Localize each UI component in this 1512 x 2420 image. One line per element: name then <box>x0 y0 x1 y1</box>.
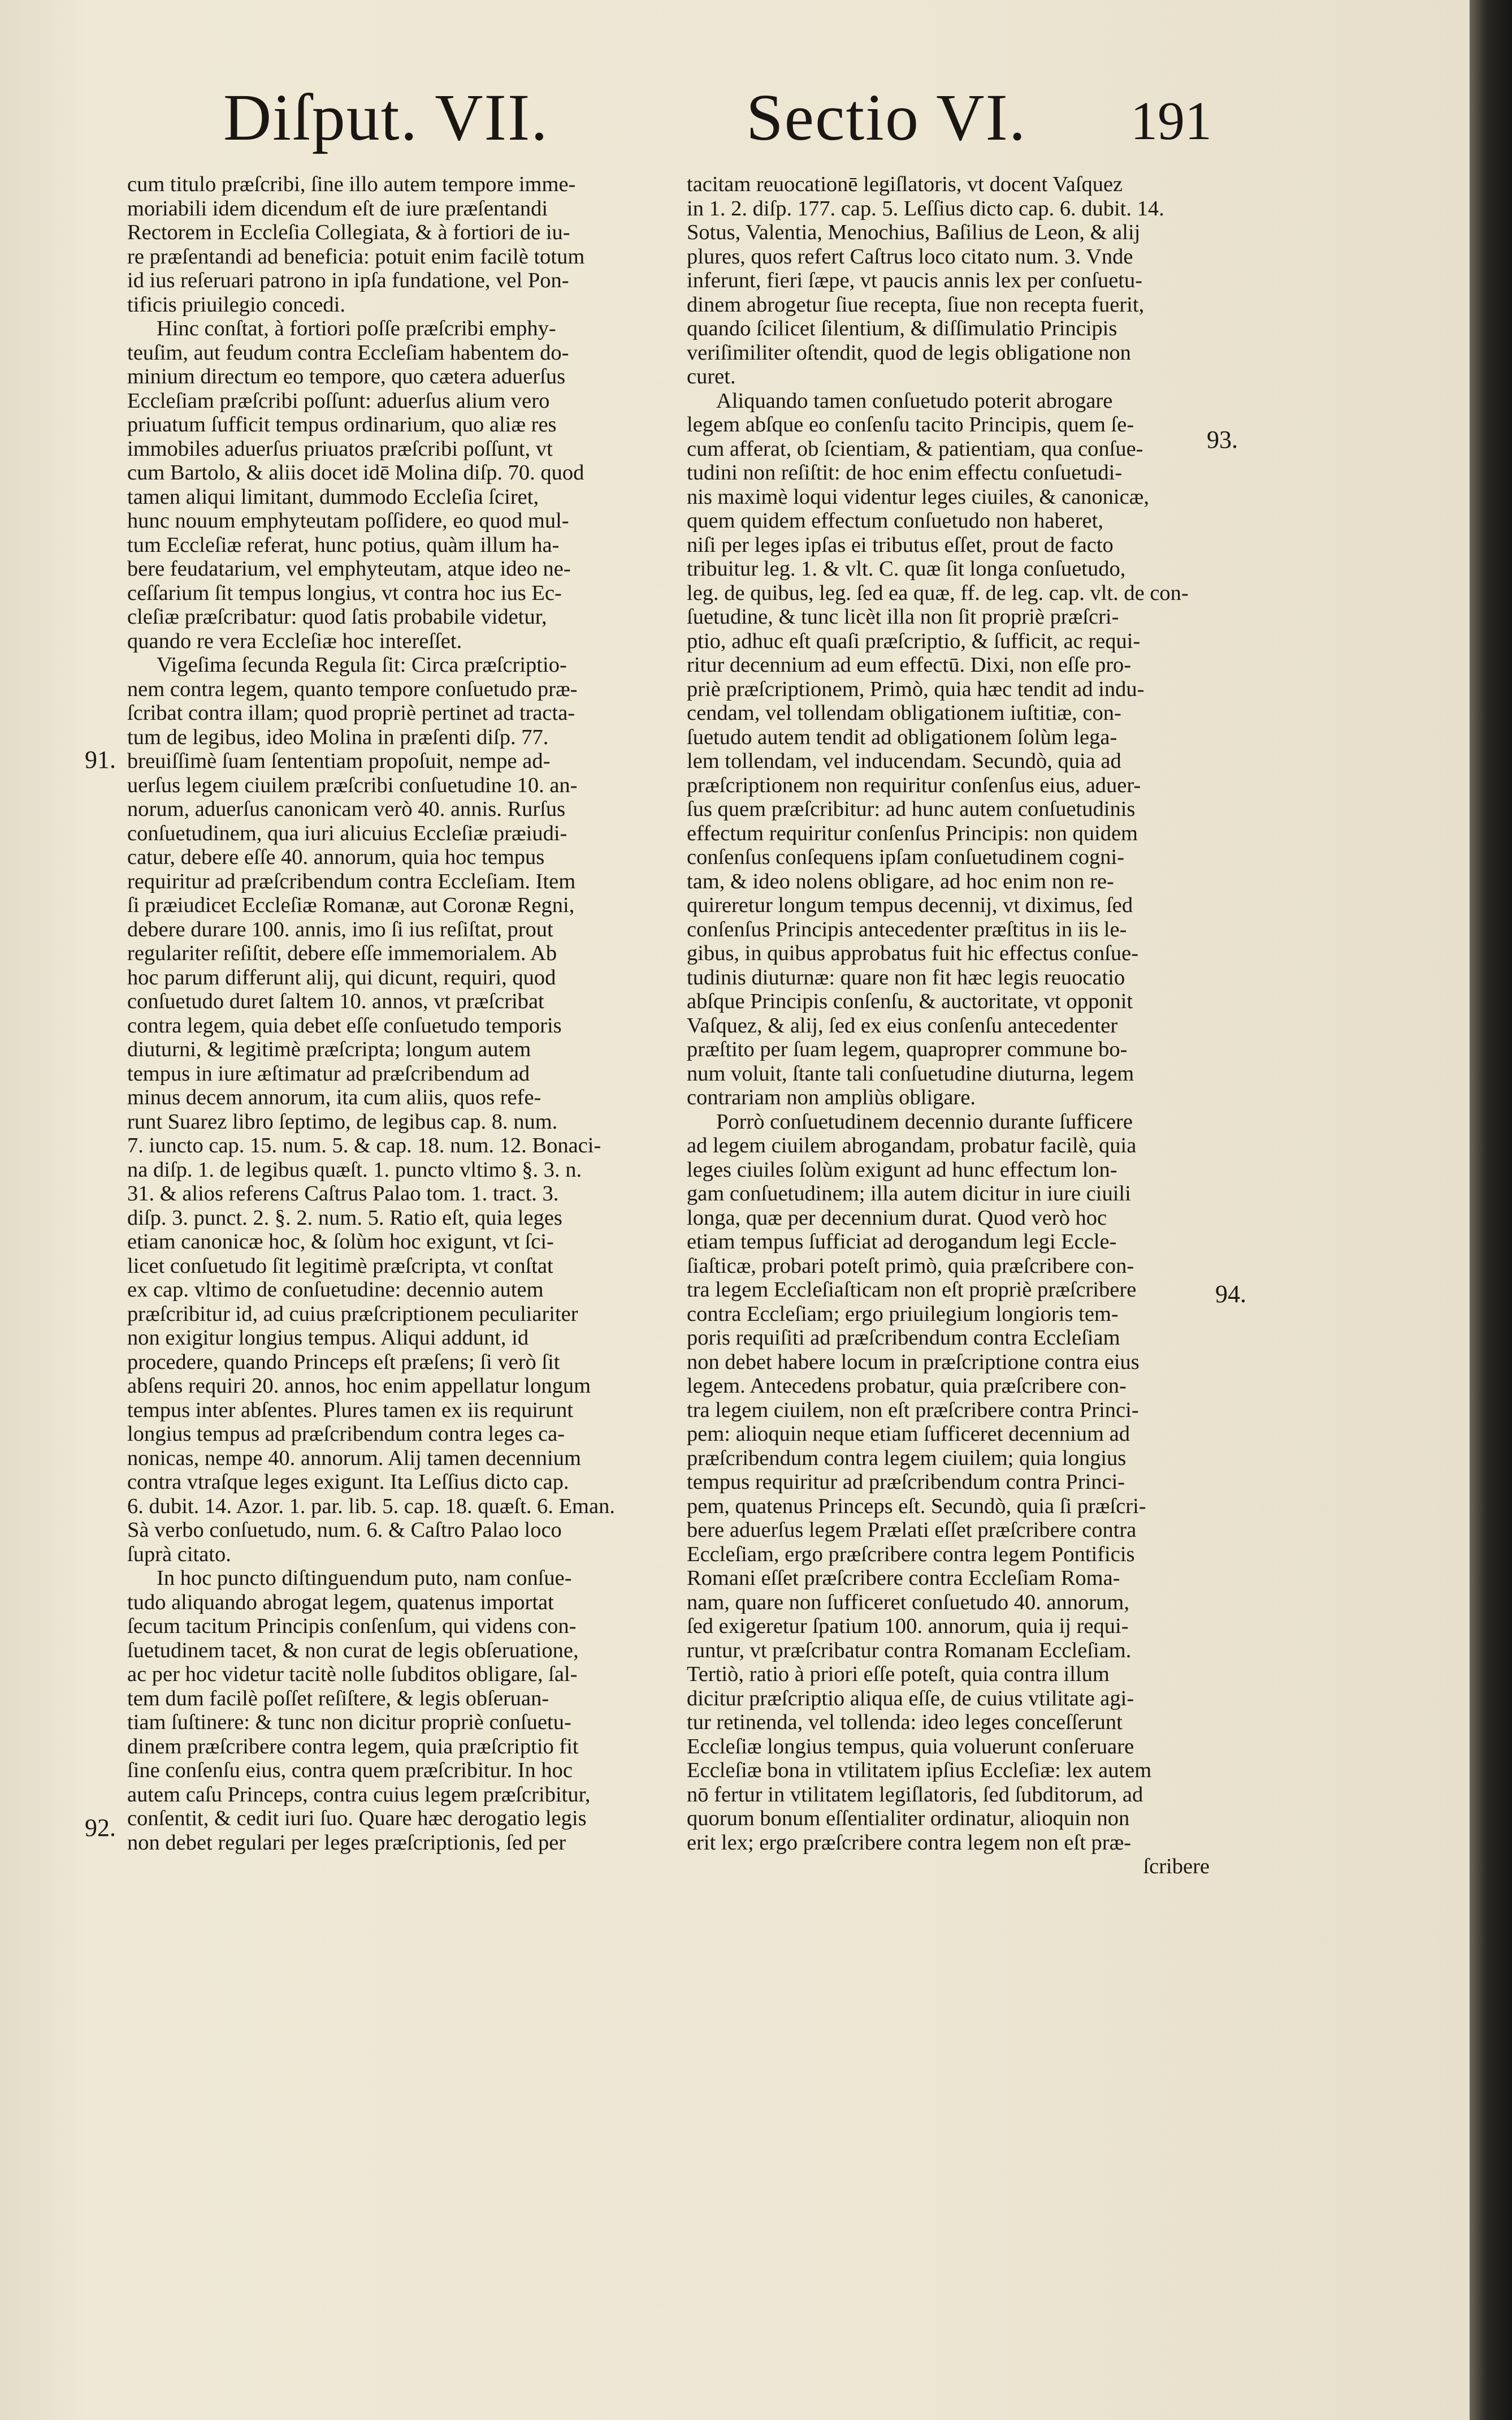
running-head-section: Sectio VI. <box>746 80 1027 154</box>
text-line: regulariter reſiſtit, debere eſſe immemorialem. Ab <box>127 941 557 965</box>
text-line: minus decem annorum, ita cum aliis, quos refe- <box>127 1086 541 1109</box>
text-line: ex cap. vltimo de conſuetudine: decennio autem <box>127 1278 544 1302</box>
text-line: tudini non reſiſtit: de hoc enim effectu conſuetudi- <box>687 461 1123 485</box>
text-line: requiritur ad præſcribendum contra Eccleſiam. Item <box>127 869 576 893</box>
text-line: tra legem Eccleſiaſticam non eſt propriè præſcribere <box>687 1278 1137 1302</box>
text-line: inferunt, fieri ſæpe, vt paucis annis lex per conſuetu- <box>687 269 1143 292</box>
text-line: 6. dubit. 14. Azor. 1. par. lib. 5. cap. 18. quæſt. 6. Eman. <box>127 1494 615 1518</box>
text-line: ptio, adhuc eſt quaſi præſcriptio, & ſufficit, ac requi- <box>687 629 1141 653</box>
text-line: Romani eſſet præſcribere contra Eccleſiam Roma- <box>687 1566 1120 1590</box>
right-text-column <box>687 172 1210 1879</box>
text-line: curet. <box>687 365 736 388</box>
text-line: quorum bonum eſſentialiter ordinatur, alioquin non <box>687 1807 1130 1830</box>
text-line: longa, quæ per decennium durat. Quod verò hoc <box>687 1205 1107 1230</box>
text-line: conſentit, & cedit iuri ſuo. Quare hæc derogatio legis <box>127 1807 587 1830</box>
text-line: abſque Principis conſenſu, & auctoritate, vt opponit <box>687 989 1133 1013</box>
text-line: Porrò conſuetudinem decennio durante ſufficere <box>716 1109 1133 1134</box>
text-line: contra legem, quia debet eſſe conſuetudo temporis <box>127 1013 562 1038</box>
text-line: ſcribat contra illam; quod propriè pertinet ad tracta- <box>127 701 575 725</box>
text-line: num voluit, ſtante tali conſuetudine diuturna, legem <box>687 1061 1134 1086</box>
text-line: Sà verbo conſuetudo, num. 6. & Caſtro Palao loco <box>127 1518 562 1542</box>
text-line: ad legem ciuilem abrogandam, probatur facilè, quia <box>687 1134 1137 1157</box>
text-line: conſuetudinem, qua iuri alicuius Eccleſiæ præiudi- <box>127 821 567 845</box>
text-line: diuturni, & legitimè præſcripta; longum autem <box>127 1038 531 1061</box>
text-line: ſiaſticæ, probari poteſt primò, quia præſcribere con- <box>687 1254 1134 1278</box>
text-line: priè præſcriptionem, Primò, quia hæc tendit ad indu- <box>687 677 1145 701</box>
text-line: quando ſcilicet ſilentium, & diſſimulatio Principis <box>687 317 1117 340</box>
margin-number-93: 93. <box>1207 426 1238 453</box>
text-line: licet conſuetudo ſit legitimè præſcripta, vt conſtat <box>127 1254 553 1278</box>
text-line: niſi per leges ipſas ei tributus eſſet, prout de facto <box>687 533 1114 557</box>
text-line: tam, & ideo nolens obligare, ad hoc enim non re- <box>687 869 1114 893</box>
text-line: priuatum ſufficit tempus ordinarium, quo aliæ res <box>127 413 557 437</box>
text-line: etiam canonicæ hoc, & ſolùm hoc exigunt, vt ſci- <box>127 1230 554 1254</box>
text-line: ritur decennium ad eum effectū. Dixi, non eſſe pro- <box>687 653 1132 677</box>
text-line: debere durare 100. annis, imo ſi ius reſiſtat, prout <box>127 917 553 941</box>
text-line: tra legem ciuilem, non eſt præſcribere contra Princi- <box>687 1398 1139 1422</box>
text-line: hunc nouum emphyteutam poſſidere, eo quod mul- <box>127 509 569 533</box>
text-line: ſi præiudicet Eccleſiæ Romanæ, aut Coronæ Regni, <box>127 893 575 917</box>
text-line: poris requiſiti ad præſcribendum contra Eccleſiam <box>687 1326 1120 1350</box>
text-line: quando re vera Eccleſiæ hoc intereſſet. <box>127 629 462 653</box>
margin-number-94: 94. <box>1215 1280 1246 1308</box>
text-line: pem, quatenus Princeps eſt. Secundò, quia ſi præſcri- <box>687 1494 1146 1518</box>
running-head-disputation: Diſput. VII. <box>223 80 549 154</box>
text-line: tiam ſuſtinere: & tunc non dicitur propriè conſuetu- <box>127 1710 571 1734</box>
text-line: tamen aliqui limitant, dummodo Eccleſia ſciret, <box>127 485 539 509</box>
text-line: cendam, vel tollendam obligationem iuſtitiæ, con- <box>687 701 1121 725</box>
text-line: cleſiæ præſcribatur: quod ſatis probabile videtur, <box>127 605 547 629</box>
text-line: præſcribendum contra legem ciuilem; quia longius <box>687 1446 1127 1470</box>
text-line: ſuprà citato. <box>127 1542 231 1566</box>
text-line: Rectorem in Eccleſia Collegiata, & à fortiori de iu- <box>127 221 570 244</box>
text-line: abſens requiri 20. annos, hoc enim appellatur longum <box>127 1374 591 1398</box>
text-line: tacitam reuocationē legiſlatoris, vt docent Vaſquez <box>687 172 1123 196</box>
text-line: legem. Antecedens probatur, quia præſcribere con- <box>687 1374 1127 1398</box>
text-line: tudo aliquando abrogat legem, quatenus importat <box>127 1590 554 1614</box>
text-line: tificis priuilegio concedi. <box>127 292 345 317</box>
text-line: conſuetudo duret ſaltem 10. annos, vt præſcribat <box>127 989 544 1013</box>
text-line: 7. iuncto cap. 15. num. 5. & cap. 18. num. 12. Bonaci- <box>127 1134 601 1157</box>
text-line: bere feudatarium, vel emphyteutam, atque ideo ne- <box>127 557 571 581</box>
text-line: quireretur longum tempus decennij, vt diximus, ſed <box>687 893 1133 917</box>
text-line: gam conſuetudinem; illa autem dicitur in iure ciuili <box>687 1182 1131 1205</box>
text-line: longius tempus ad præſcribendum contra leges ca- <box>127 1422 565 1446</box>
text-line: pem: alioquin neque etiam ſufficeret decennium ad <box>687 1422 1130 1446</box>
text-line: legem abſque eo conſenſu tacito Principis, quem ſe- <box>687 413 1134 437</box>
text-line: leg. de quibus, leg. ſed ea quæ, ff. de leg. cap. vlt. de con- <box>687 581 1189 605</box>
text-line: Sotus, Valentia, Menochius, Baſilius de Leon, & alij <box>687 221 1141 244</box>
text-line: ſecum tacitum Principis conſenſum, qui videns con- <box>127 1614 577 1638</box>
text-line: effectum requiritur conſenſus Principis: non quidem <box>687 821 1138 845</box>
text-line: cum titulo præſcribi, ſine illo autem tempore imme- <box>127 172 576 196</box>
text-line: dicitur præſcriptio aliqua eſſe, de cuius vtilitate agi- <box>687 1686 1134 1710</box>
margin-number-92: 92. <box>85 1814 116 1842</box>
text-line: autem caſu Princeps, contra cuius legem præſcribitur, <box>127 1782 591 1807</box>
text-line: leges ciuiles ſolùm exigunt ad hunc effectum lon- <box>687 1157 1117 1182</box>
text-line: runtur, vt præſcribatur contra Romanam Eccleſiam. <box>687 1638 1132 1662</box>
text-line: præſcriptionem non requiritur conſenſus eius, aduer- <box>687 773 1141 797</box>
text-line: ſuetudinem tacet, & non curat de legis obſeruatione, <box>127 1638 579 1662</box>
text-line: Vigeſima ſecunda Regula ſit: Circa præſcriptio- <box>157 653 567 677</box>
text-line: Vaſquez, & alij, ſed ex eius conſenſu antecedenter <box>687 1013 1118 1038</box>
text-line: procedere, quando Princeps eſt præſens; ſi verò ſit <box>127 1350 560 1374</box>
text-line: veriſimiliter oſtendit, quod de legis obligatione non <box>687 340 1131 365</box>
text-line: tum de legibus, ideo Molina in præſenti diſp. 77. <box>127 725 549 749</box>
text-line: Hinc conſtat, à fortiori poſſe præſcribi emphy- <box>157 317 556 340</box>
text-line: uerſus legem ciuilem præſcribi conſuetudine 10. an- <box>127 773 578 797</box>
text-line: runt Suarez libro ſeptimo, de legibus cap. 8. num. <box>127 1109 558 1134</box>
text-line: contrariam non ampliùs obligare. <box>687 1086 976 1109</box>
text-line: gibus, in quibus approbatus fuit hic effectus conſue- <box>687 941 1139 965</box>
page-number: 191 <box>1130 90 1212 151</box>
text-line: nam, quare non ſufficeret conſuetudo 40. annorum, <box>687 1590 1129 1614</box>
text-line: tempus in iure æſtimatur ad præſcribendum ad <box>127 1061 530 1086</box>
text-line: ſus quem præſcribitur: ad hunc autem conſuetudinis <box>687 797 1136 821</box>
left-text-column <box>127 172 653 1855</box>
text-line: conſenſus conſequens ipſam conſuetudinem cogni- <box>687 845 1125 869</box>
text-line: tem dum facilè poſſet reſiſtere, & legis obſeruan- <box>127 1686 549 1710</box>
text-line: tempus inter abſentes. Plures tamen ex iis requirunt <box>127 1398 574 1422</box>
text-line: in 1. 2. diſp. 177. cap. 5. Leſſius dicto cap. 6. dubit. 14. <box>687 196 1164 221</box>
text-line: minium directum eo tempore, quo cætera aduerſus <box>127 365 566 388</box>
text-line: tum Eccleſiæ referat, hunc potius, quàm illum ha- <box>127 533 560 557</box>
text-line: Eccleſiæ longius tempus, quia voluerunt conſeruare <box>687 1734 1134 1758</box>
text-line: quem quidem effectum conſuetudo non haberet, <box>687 509 1103 533</box>
text-line: ſuetudo autem tendit ad obligationem ſolùm lega- <box>687 725 1117 749</box>
text-line: erit lex; ergo præſcribere contra legem non eſt præ- <box>687 1830 1132 1855</box>
text-line: tudinis diuturnæ: quare non fit hæc legis reuocatio <box>687 965 1125 989</box>
text-line: præſcribitur id, ad cuius præſcriptionem peculiariter <box>127 1302 578 1326</box>
text-line: na diſp. 1. de legibus quæſt. 1. puncto vltimo §. 3. n. <box>127 1157 582 1182</box>
text-line: nem contra legem, quanto tempore conſuetudo præ- <box>127 677 578 701</box>
text-line: ſed exigeretur ſpatium 100. annorum, quia ij requi- <box>687 1614 1129 1638</box>
text-line: nis maximè loqui videntur leges ciuiles, & canonicæ, <box>687 485 1149 509</box>
text-line: tribuitur leg. 1. & vlt. C. quæ ſit longa conſuetudo, <box>687 557 1126 581</box>
text-line: Tertiò, ratio à priori eſſe poteſt, quia contra illum <box>687 1662 1110 1686</box>
text-line: lem tollendam, vel inducendam. Secundò, quia ad <box>687 749 1121 773</box>
text-line: norum, aduerſus canonicam verò 40. annis. Rurſus <box>127 797 566 821</box>
text-line: ac per hoc videtur tacitè nolle ſubditos obligare, ſal- <box>127 1662 578 1686</box>
margin-number-91: 91. <box>85 746 116 773</box>
text-line: teuſim, aut feudum contra Eccleſiam habentem do- <box>127 340 569 365</box>
text-line: ſcribere <box>1143 1855 1210 1878</box>
text-line: immobiles aduerſus priuatos præſcribi poſſunt, vt <box>127 437 553 461</box>
text-line: non exigitur longius tempus. Aliqui addunt, id <box>127 1326 529 1350</box>
text-line: breuiſſimè ſuam ſententiam propoſuit, nempe ad- <box>127 749 551 773</box>
text-line: 31. & alios referens Caſtrus Palao tom. 1. tract. 3. <box>127 1182 559 1205</box>
running-header <box>0 79 1470 164</box>
text-line: Eccleſiam præſcribi poſſunt: aduerſus alium vero <box>127 388 550 413</box>
text-line: re præſentandi ad beneficia: potuit enim facilè totum <box>127 244 585 269</box>
text-line: dinem præſcribere contra legem, quia præſcriptio fit <box>127 1734 579 1758</box>
text-line: moriabili idem dicendum eſt de iure præſentandi <box>127 196 548 221</box>
text-line: diſp. 3. punct. 2. §. 2. num. 5. Ratio eſt, quia leges <box>127 1205 562 1230</box>
book-gutter-shadow <box>1470 0 1512 2420</box>
text-line: conſenſus Principis antecedenter præſtitus in iis le- <box>687 917 1127 941</box>
text-line: Eccleſiam, ergo præſcribere contra legem Pontificis <box>687 1542 1135 1566</box>
text-line: Aliquando tamen conſuetudo poterit abrogare <box>716 388 1113 413</box>
text-line: etiam tempus ſufficiat ad derogandum legi Eccle- <box>687 1230 1117 1254</box>
text-line: ſine conſenſu eius, contra quem præſcribitur. In hoc <box>127 1758 573 1782</box>
text-line: plures, quos refert Caſtrus loco citato num. 3. Vnde <box>687 244 1133 269</box>
text-line: tur retinenda, vel tollenda: ideo leges conceſſerunt <box>687 1710 1123 1734</box>
text-line: hoc parum differunt alij, qui dicunt, requiri, quod <box>127 965 556 989</box>
text-line: catur, debere eſſe 40. annorum, quia hoc tempus <box>127 845 545 869</box>
text-line: non debet habere locum in præſcriptione contra eius <box>687 1350 1140 1374</box>
text-line: contra Eccleſiam; ergo priuilegium longioris tem- <box>687 1302 1119 1326</box>
text-line: ſuetudine, & tunc licèt illa non ſit propriè præſcri- <box>687 605 1119 629</box>
text-line: ceſſarium ſit tempus longius, vt contra hoc ius Ec- <box>127 581 562 605</box>
text-line: non debet regulari per leges præſcriptionis, ſed per <box>127 1830 566 1855</box>
text-line: nonicas, nempe 40. annorum. Alij tamen decennium <box>127 1446 581 1470</box>
text-line: bere aduerſus legem Prælati eſſet præſcribere contra <box>687 1518 1137 1542</box>
text-line: id ius reſeruari patrono in ipſa fundatione, vel Pon- <box>127 269 569 292</box>
text-line: dinem abrogetur ſiue recepta, ſiue non recepta fuerit, <box>687 292 1145 317</box>
text-line: In hoc puncto diſtinguendum puto, nam conſue- <box>157 1566 572 1590</box>
text-line: cum afferat, ob ſcientiam, & patientiam, qua conſue- <box>687 437 1143 461</box>
text-line: contra vtraſque leges exigunt. Ita Leſſius dicto cap. <box>127 1470 569 1494</box>
text-line: præſtito per ſuam legem, quaproprer commune bo- <box>687 1038 1128 1061</box>
text-line: tempus requiritur ad præſcribendum contra Princi- <box>687 1470 1125 1494</box>
text-line: Eccleſiæ bona in vtilitatem ipſius Eccleſiæ: lex autem <box>687 1758 1152 1782</box>
text-line: nō fertur in vtilitatem legiſlatoris, ſed ſubditorum, ad <box>687 1782 1143 1807</box>
text-line: cum Bartolo, & aliis docet idē Molina diſp. 70. quod <box>127 461 584 485</box>
